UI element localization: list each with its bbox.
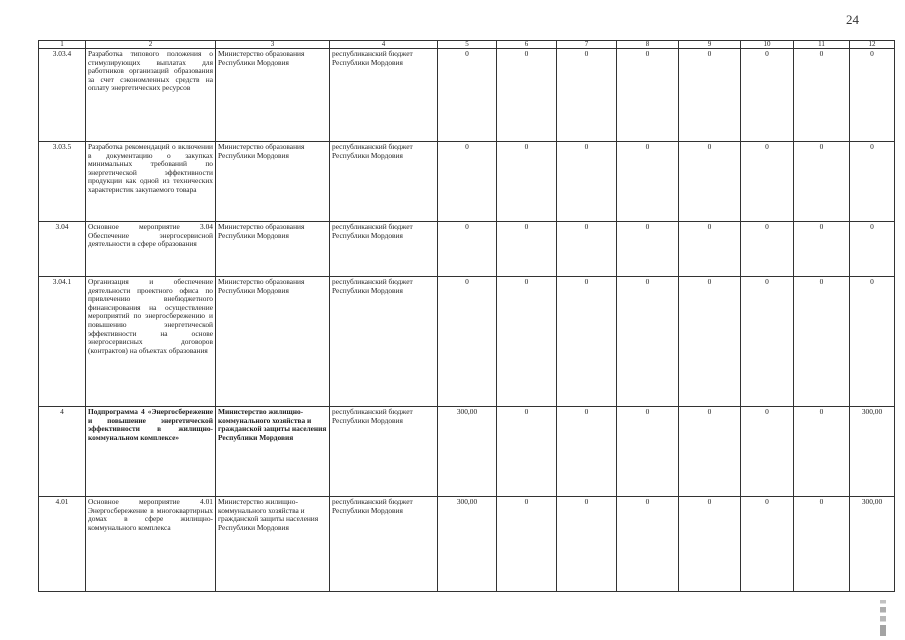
header-cell: 8 bbox=[617, 41, 679, 49]
header-cell: 2 bbox=[86, 41, 216, 49]
page-number: 24 bbox=[846, 12, 859, 27]
header-cell: 11 bbox=[794, 41, 850, 49]
value-cell: 0 bbox=[557, 277, 617, 407]
header-cell: 5 bbox=[438, 41, 497, 49]
program-table bbox=[38, 40, 895, 592]
row-source: республиканский бюджет Республики Мордовия bbox=[330, 277, 438, 407]
value-cell: 0 bbox=[497, 142, 557, 222]
value-cell: 0 bbox=[557, 222, 617, 277]
value-cell: 0 bbox=[438, 277, 497, 407]
row-executor: Министерство образования Республики Мордовия bbox=[216, 222, 330, 277]
row-code: 3.03.4 bbox=[39, 49, 86, 142]
value-cell: 0 bbox=[741, 497, 794, 592]
value-cell: 0 bbox=[850, 277, 895, 407]
row-code: 3.03.5 bbox=[39, 142, 86, 222]
table-row bbox=[39, 142, 895, 222]
row-code: 3.04.1 bbox=[39, 277, 86, 407]
row-source: республиканский бюджет Республики Мордовия bbox=[330, 497, 438, 592]
value-cell: 300,00 bbox=[850, 407, 895, 497]
value-cell: 0 bbox=[679, 142, 741, 222]
row-code: 4.01 bbox=[39, 497, 86, 592]
value-cell: 0 bbox=[557, 407, 617, 497]
value-cell: 0 bbox=[438, 49, 497, 142]
row-name: Подпрограмма 4 «Энергосбережение и повышение энергетической эффективности в жилищно-коммунальном комплексе» bbox=[86, 407, 216, 497]
value-cell: 0 bbox=[617, 49, 679, 142]
row-name: Основное мероприятие 3.04 Обеспечение энергосервисной деятельности в сфере образования bbox=[86, 222, 216, 277]
row-source: республиканский бюджет Республики Мордовия bbox=[330, 142, 438, 222]
row-executor: Министерство образования Республики Мордовия bbox=[216, 142, 330, 222]
header-cell: 9 bbox=[679, 41, 741, 49]
value-cell: 0 bbox=[741, 142, 794, 222]
value-cell: 0 bbox=[741, 49, 794, 142]
value-cell: 0 bbox=[497, 222, 557, 277]
header-cell: 6 bbox=[497, 41, 557, 49]
value-cell: 0 bbox=[794, 277, 850, 407]
row-name: Организация и обеспечение деятельности проектного офиса по привлечению внебюджетного финансирования на осуществление мероприятий по энергосбережению и повышению энергетической эффективности на основе энергосервисных договоров (контрактов) на объектах образования bbox=[86, 277, 216, 407]
row-executor: Министерство образования Республики Мордовия bbox=[216, 277, 330, 407]
value-cell: 0 bbox=[557, 142, 617, 222]
value-cell: 0 bbox=[497, 497, 557, 592]
value-cell: 0 bbox=[679, 277, 741, 407]
value-cell: 0 bbox=[850, 49, 895, 142]
value-cell: 0 bbox=[850, 222, 895, 277]
value-cell: 0 bbox=[617, 277, 679, 407]
row-executor: Министерство образования Республики Мордовия bbox=[216, 49, 330, 142]
value-cell: 0 bbox=[679, 497, 741, 592]
value-cell: 0 bbox=[741, 277, 794, 407]
header-cell: 3 bbox=[216, 41, 330, 49]
value-cell: 0 bbox=[497, 49, 557, 142]
header-cell: 10 bbox=[741, 41, 794, 49]
header-cell: 4 bbox=[330, 41, 438, 49]
value-cell: 0 bbox=[438, 142, 497, 222]
header-cell: 1 bbox=[39, 41, 86, 49]
row-name: Разработка рекомендаций о включении в документацию о закупках минимальных требований по энергетической эффективности продукции как одной из технических характеристик закупаемого товара bbox=[86, 142, 216, 222]
row-code: 3.04 bbox=[39, 222, 86, 277]
scan-artifact bbox=[880, 600, 886, 636]
table-row bbox=[39, 407, 895, 497]
value-cell: 0 bbox=[497, 277, 557, 407]
value-cell: 300,00 bbox=[438, 497, 497, 592]
value-cell: 0 bbox=[557, 49, 617, 142]
header-cell: 12 bbox=[850, 41, 895, 49]
value-cell: 300,00 bbox=[850, 497, 895, 592]
value-cell: 0 bbox=[794, 49, 850, 142]
table-row bbox=[39, 277, 895, 407]
value-cell: 0 bbox=[497, 407, 557, 497]
value-cell: 0 bbox=[617, 222, 679, 277]
row-executor: Министерство жилищно-коммунального хозяйства и гражданской защиты населения Республики Мордовия bbox=[216, 407, 330, 497]
value-cell: 0 bbox=[438, 222, 497, 277]
value-cell: 0 bbox=[794, 142, 850, 222]
value-cell: 0 bbox=[557, 497, 617, 592]
value-cell: 0 bbox=[794, 407, 850, 497]
value-cell: 0 bbox=[679, 222, 741, 277]
value-cell: 0 bbox=[617, 497, 679, 592]
value-cell: 0 bbox=[794, 497, 850, 592]
row-executor: Министерство жилищно-коммунального хозяйства и гражданской защиты населения Республики Мордовия bbox=[216, 497, 330, 592]
row-source: республиканский бюджет Республики Мордовия bbox=[330, 49, 438, 142]
value-cell: 0 bbox=[617, 142, 679, 222]
header-row bbox=[39, 41, 895, 49]
value-cell: 0 bbox=[794, 222, 850, 277]
row-source: республиканский бюджет Республики Мордовия bbox=[330, 407, 438, 497]
table-row bbox=[39, 49, 895, 142]
table-row bbox=[39, 497, 895, 592]
row-source: республиканский бюджет Республики Мордовия bbox=[330, 222, 438, 277]
row-name: Основное мероприятие 4.01 Энергосбережение в многоквартирных домах в сфере жилищно-коммунального комплекса bbox=[86, 497, 216, 592]
value-cell: 0 bbox=[741, 407, 794, 497]
value-cell: 0 bbox=[679, 49, 741, 142]
value-cell: 0 bbox=[679, 407, 741, 497]
value-cell: 300,00 bbox=[438, 407, 497, 497]
value-cell: 0 bbox=[617, 407, 679, 497]
value-cell: 0 bbox=[741, 222, 794, 277]
value-cell: 0 bbox=[850, 142, 895, 222]
row-code: 4 bbox=[39, 407, 86, 497]
row-name: Разработка типового положения о стимулирующих выплатах для работников организаций образования за счет сэкономленных средств на оплату энергетических ресурсов bbox=[86, 49, 216, 142]
header-cell: 7 bbox=[557, 41, 617, 49]
table-row bbox=[39, 222, 895, 277]
